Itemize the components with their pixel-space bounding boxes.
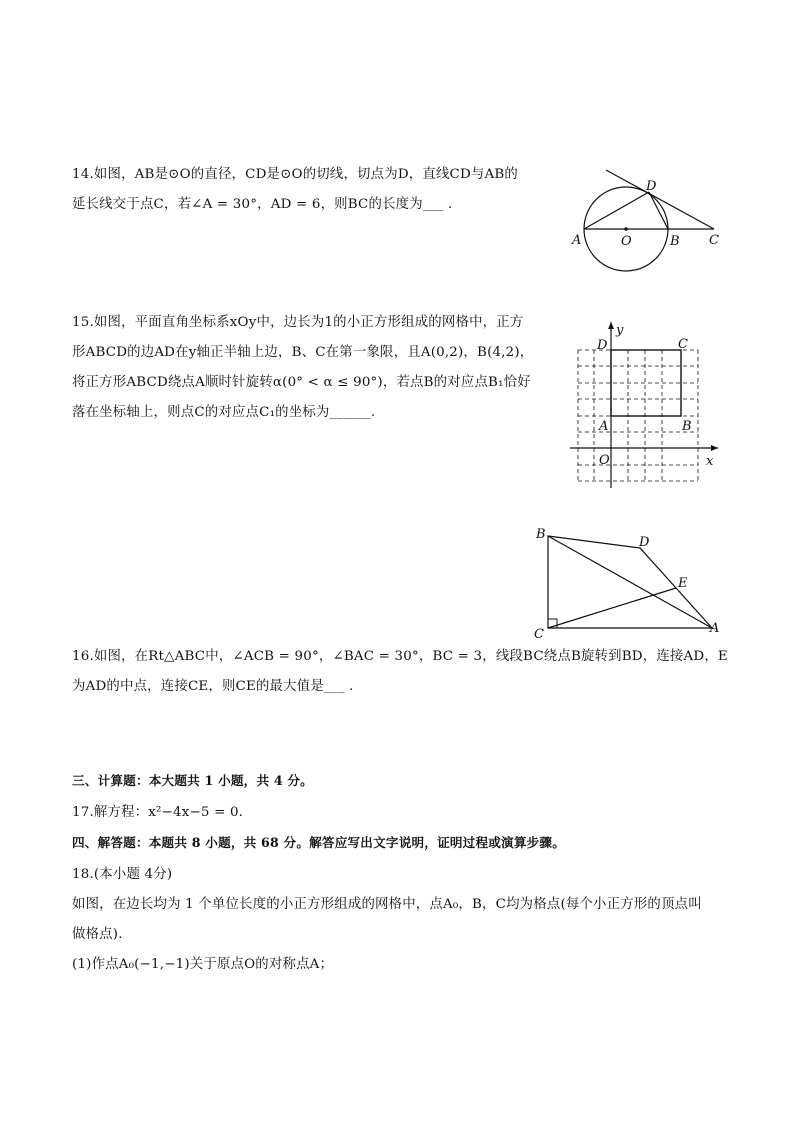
section-3-heading: 三、计算题：本大题共 1 小题，共 4 分。 [72, 773, 313, 788]
q14-label-c: C [709, 233, 719, 248]
q16-figure [532, 524, 732, 642]
q16-label-a: A [710, 621, 720, 636]
q15-line-2: 形ABCD的边AD在y轴正半轴上边，B、C在第一象限，且A(0,2)，B(4,2)， [72, 345, 534, 360]
q16-label-d: D [639, 535, 650, 550]
question-14 [72, 160, 518, 220]
q14-figure [570, 168, 730, 288]
q18-head: 18.(本小题 4分) [72, 867, 173, 882]
q14-label-a: A [572, 233, 582, 248]
q15-label-b: B [682, 419, 692, 434]
q15-label-a: A [599, 419, 609, 434]
q15-label-o: O [599, 453, 610, 468]
x-axis-arrow-icon [711, 445, 718, 451]
q15-label-y: y [616, 323, 624, 338]
q14-label-d: D [646, 179, 657, 194]
section-4-heading: 四、解答题：本题共 8 小题，共 68 分。解答应写出文字说明，证明过程或演算步骤。 [72, 835, 566, 850]
q15-label-d: D [597, 338, 608, 353]
q18-line-1: 如图，在边长均为 1 个单位长度的小正方形组成的网格中，点A₀，B，C均为格点(每个小正方形的顶点叫 [72, 897, 702, 912]
q15-label-c: C [678, 337, 688, 352]
q16-line-2: 为AD的中点，连接CE，则CE的最大值是___ . [72, 679, 354, 694]
q14-label-o: O [621, 234, 632, 249]
question-15 [72, 308, 533, 428]
q15-line-1: 15.如图，平面直角坐标系xOy中，边长为1的小正方形组成的网格中，正方 [72, 315, 524, 330]
q18-sub-1: (1)作点A₀(−1,−1)关于原点O的对称点A； [72, 957, 334, 972]
q14-tangent [606, 170, 714, 229]
q14-line-2: 延长线交于点C，若∠A = 30°，AD = 6，则BC的长度为___ . [72, 197, 453, 212]
q15-label-x: x [706, 454, 714, 469]
q16-label-b: B [536, 527, 546, 542]
q14-line-db [649, 192, 668, 229]
question-18 [72, 860, 702, 980]
question-17 [72, 798, 243, 828]
q14-center-dot [624, 227, 628, 231]
q14-label-b: B [670, 234, 680, 249]
q16-line-ce [548, 588, 676, 628]
q17-text: 17.解方程：x²−4x−5 = 0. [72, 805, 244, 820]
q18-line-2: 做格点). [72, 927, 123, 942]
question-16 [72, 642, 728, 702]
y-axis-arrow-icon [608, 322, 614, 329]
q16-label-c: C [534, 627, 544, 642]
q16-label-e: E [678, 576, 688, 591]
q14-line-ad [584, 192, 649, 229]
q14-line-1: 14.如图，AB是⊙O的直径，CD是⊙O的切线，切点为D，直线CD与AB的 [72, 167, 519, 182]
q15-line-4: 落在坐标轴上，则点C的对应点C₁的坐标为______. [72, 405, 376, 420]
q15-figure [568, 318, 728, 493]
q16-line-1: 16.如图，在Rt△ABC中，∠ACB = 90°，∠BAC = 30°，BC = 3，线段BC绕点B旋转到BD，连接AD，E [72, 649, 728, 664]
q15-line-3: 将正方形ABCD绕点A顺时针旋转α(0° < α ≤ 90°)，若点B的对应点B₁恰好 [72, 375, 531, 390]
